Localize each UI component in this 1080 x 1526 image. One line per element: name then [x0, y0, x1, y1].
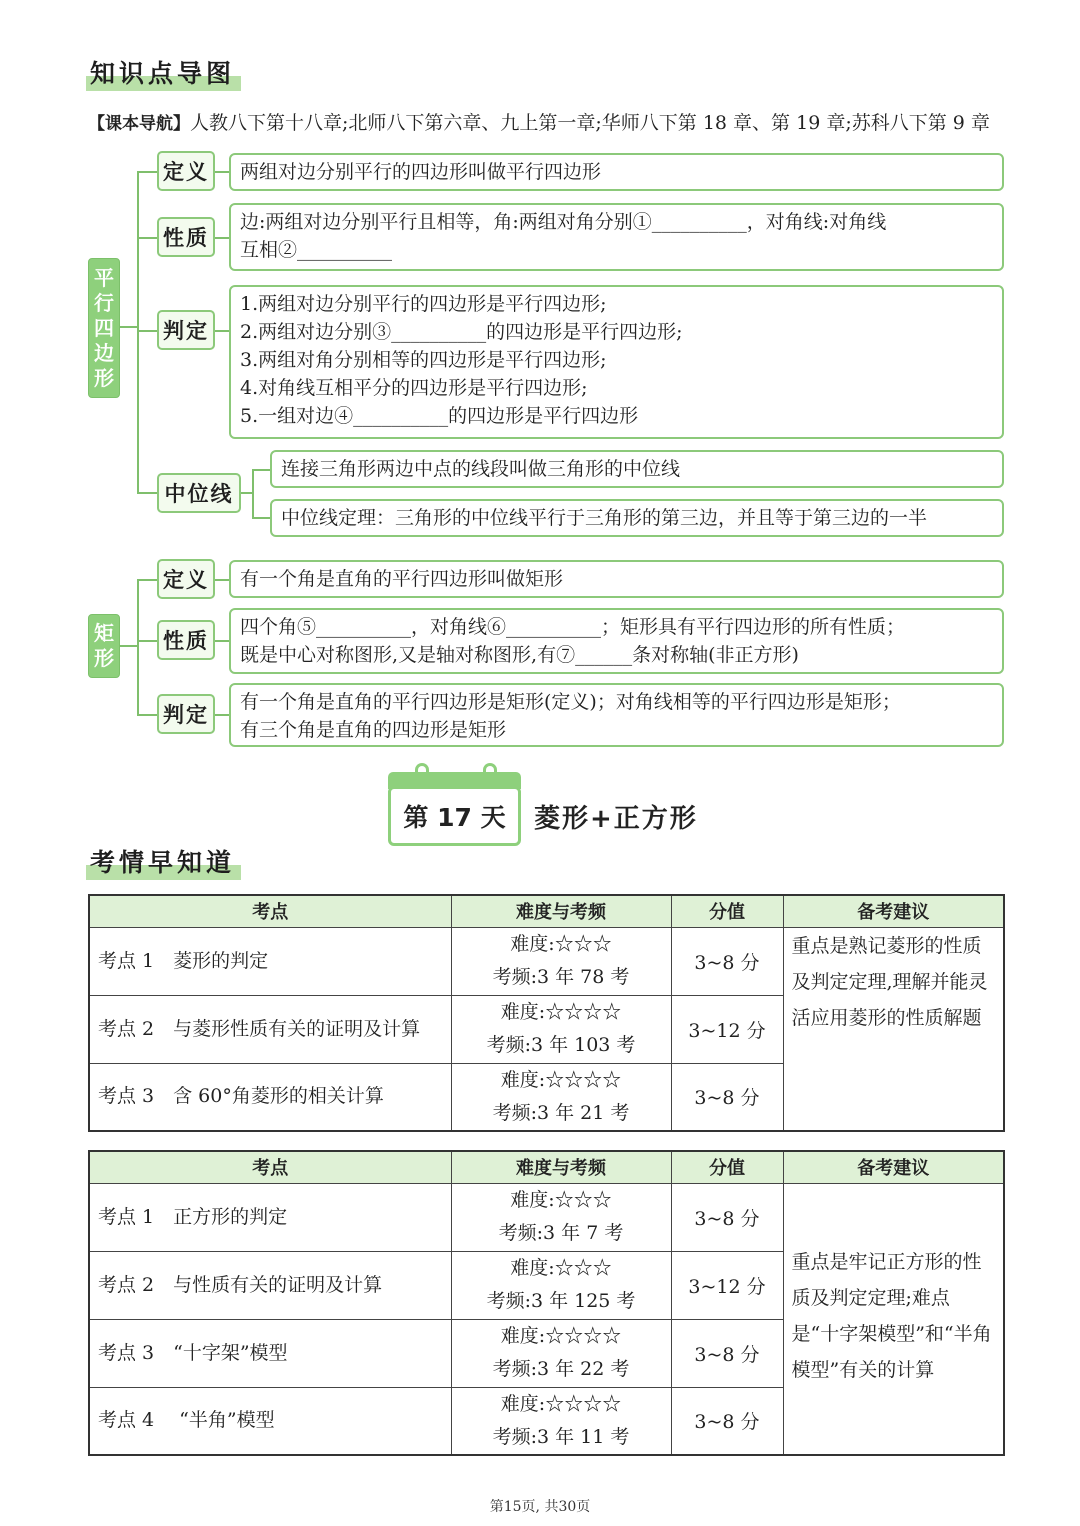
table-row: 考点 1 正方形的判定 难度:☆☆☆ 考频:3 年 7 考 3~8 分 重点是牢记正方形的性质及判定定理;难点是“十字架模型”和“半角模型”有关的计算 [89, 1183, 1004, 1251]
judgement-item: 1.两组对边分别平行的四边形是平行四边形; [240, 293, 607, 315]
square-exam-table [88, 1150, 1005, 1456]
judgement-item: 5.一组对边④__________的四边形是平行四边形 [240, 405, 639, 427]
table-row: 考点 2 与性质有关的证明及计算 难度:☆☆☆ 考频:3 年 125 考 3~12 分 [89, 1251, 1004, 1319]
parallelogram-property-tag: 性质 [157, 217, 215, 257]
header-difficulty: 难度与考频 [451, 1151, 671, 1183]
parallelogram-judgements [229, 285, 1004, 439]
parallelogram-judgement-tag: 判定 [157, 310, 215, 350]
parallelogram-properties: 边:两组对边分别平行且相等，角:两组对角分别①__________，对角线:对角线 互相②__________ [229, 203, 1004, 271]
judgement-item: 2.两组对边分别③__________的四边形是平行四边形; [240, 321, 683, 343]
judgement-item: 4.对角线互相平分的四边形是平行四边形; [240, 377, 588, 399]
textbook-navigation [88, 110, 990, 137]
rectangle-judgements: 有一个角是直角的平行四边形是矩形(定义)；对角线相等的平行四边形是矩形； 有三个角是直角的四边形是矩形 [229, 683, 1004, 747]
header-point: 考点 [89, 1151, 451, 1183]
rectangle-definition: 有一个角是直角的平行四边形叫做矩形 [229, 560, 1004, 598]
rectangle-property-tag: 性质 [157, 620, 215, 660]
header-difficulty: 难度与考频 [451, 895, 671, 927]
header-advice: 备考建议 [783, 895, 1004, 927]
nav-text: 人教八下第十八章;北师八下第六章、九上第一章;华师八下第 18 章、第 19 章;苏科八下第 9 章 [190, 112, 990, 134]
table-row: 考点 1 菱形的判定 难度:☆☆☆ 考频:3 年 78 考 3~8 分 重点是熟记菱形的性质及判定定理,理解并能灵活应用菱形的性质解题 [89, 927, 1004, 995]
table-row: 考点 3 含 60°角菱形的相关计算 难度:☆☆☆☆ 考频:3 年 21 考 3~8 分 [89, 1063, 1004, 1131]
table-row: 考点 2 与菱形性质有关的证明及计算 难度:☆☆☆☆ 考频:3 年 103 考 3~12 分 [89, 995, 1004, 1063]
nav-label: 【课本导航】 [88, 114, 190, 134]
parallelogram-definition-tag: 定义 [157, 151, 215, 191]
advice-cell: 重点是熟记菱形的性质及判定定理,理解并能灵活应用菱形的性质解题 [783, 927, 1004, 1131]
header-score: 分值 [671, 1151, 783, 1183]
rectangle-label: 矩形 [88, 614, 120, 678]
header-point: 考点 [89, 895, 451, 927]
parallelogram-label: 平行四边形 [88, 258, 120, 398]
mind-map-heading: 知识点导图 [86, 57, 241, 91]
midline-theorem: 中位线定理：三角形的中位线平行于三角形的第三边，并且等于第三边的一半 [270, 499, 1004, 537]
table-row: 考点 4 “半角”模型 难度:☆☆☆☆ 考频:3 年 11 考 3~8 分 [89, 1387, 1004, 1455]
midline-tag: 中位线 [157, 473, 241, 513]
parallelogram-definition: 两组对边分别平行的四边形叫做平行四边形 [229, 153, 1004, 191]
rhombus-exam-table [88, 894, 1005, 1132]
day-title: 菱形+正方形 [534, 804, 698, 834]
header-advice: 备考建议 [783, 1151, 1004, 1183]
rectangle-properties: 四个角⑤__________，对角线⑥__________；矩形具有平行四边形的所有性质； 既是中心对称图形,又是轴对称图形,有⑦______条对称轴(非正方形) [229, 608, 1004, 674]
rectangle-judgement-tag: 判定 [157, 694, 215, 734]
midline-definition: 连接三角形两边中点的线段叫做三角形的中位线 [270, 450, 1004, 488]
rectangle-definition-tag: 定义 [157, 559, 215, 599]
exam-heading: 考情早知道 [86, 846, 241, 880]
advice-cell: 重点是牢记正方形的性质及判定定理;难点是“十字架模型”和“半角模型”有关的计算 [783, 1183, 1004, 1455]
page-footer: 第15页, 共30页 [489, 1499, 591, 1515]
judgement-item: 3.两组对角分别相等的四边形是平行四边形; [240, 349, 607, 371]
table-row: 考点 3 “十字架”模型 难度:☆☆☆☆ 考频:3 年 22 考 3~8 分 [89, 1319, 1004, 1387]
header-score: 分值 [671, 895, 783, 927]
day-label: 第 17 天 [403, 803, 506, 832]
day-badge [388, 786, 521, 846]
